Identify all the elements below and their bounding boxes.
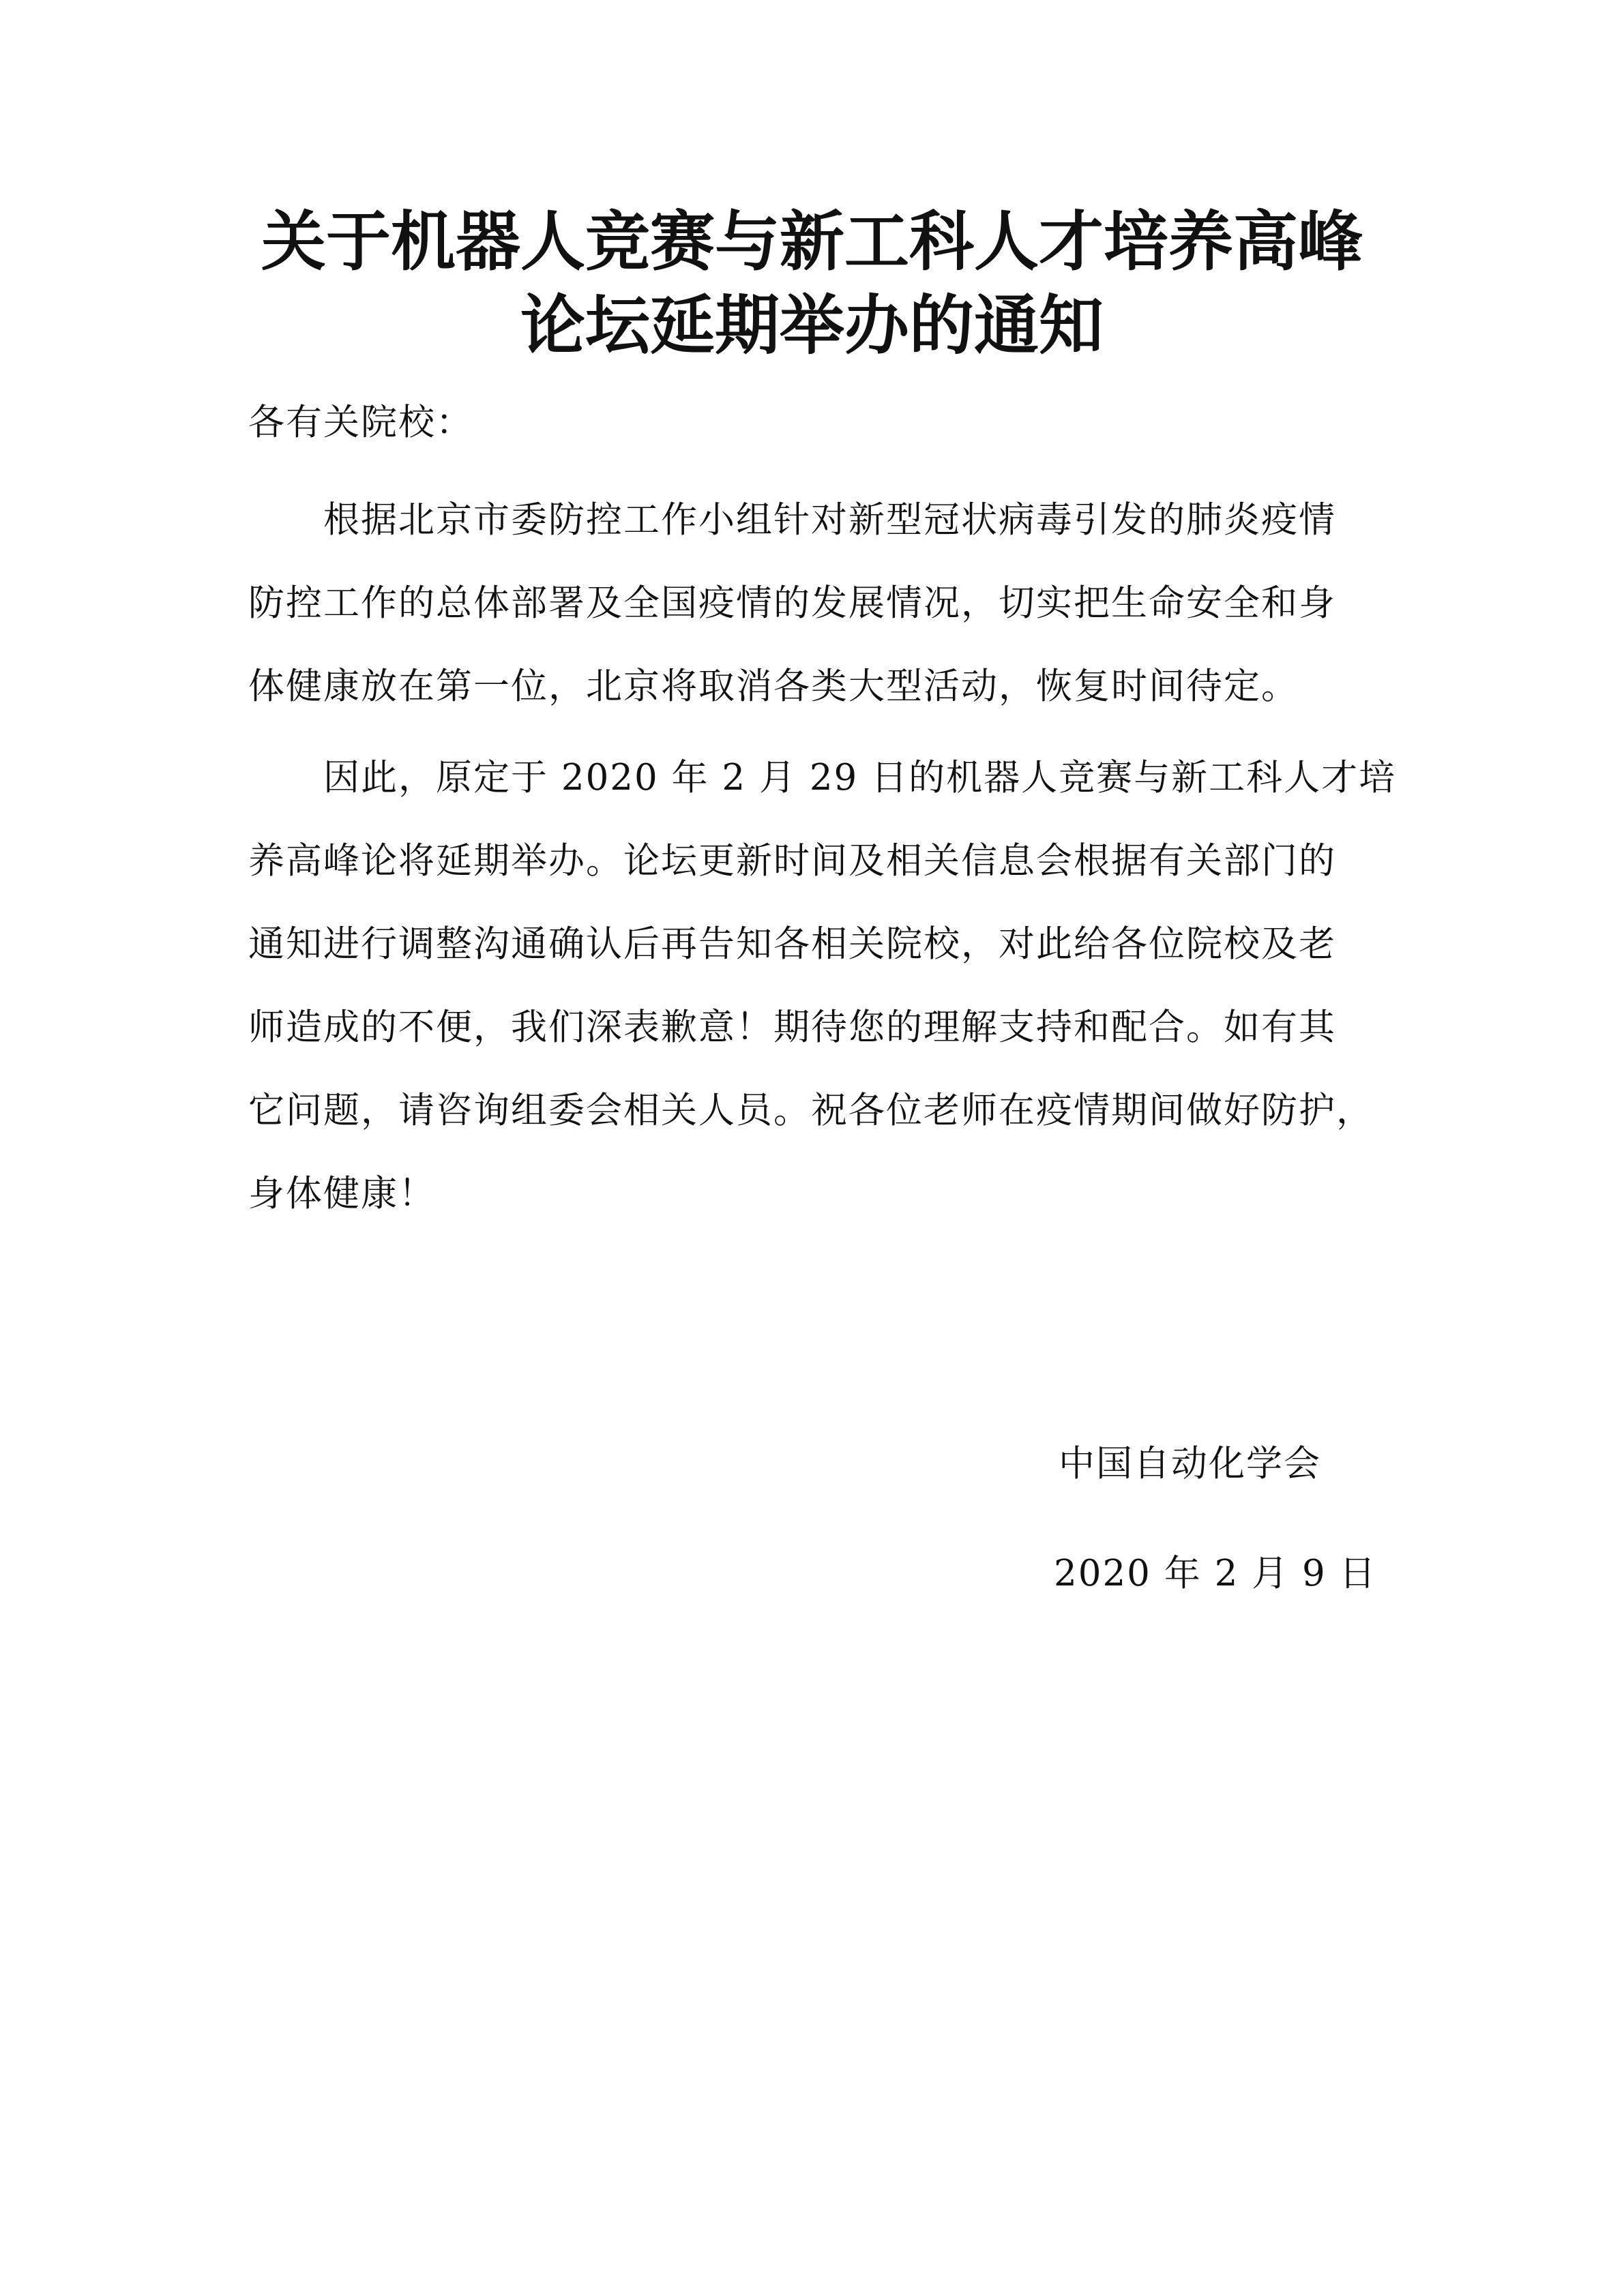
paragraph-line: 体健康放在第一位，北京将取消各类大型活动，恢复时间待定。 <box>248 666 1299 707</box>
paragraph-line: 师造成的不便，我们深表歉意！期待您的理解支持和配合。如有其 <box>248 1007 1336 1048</box>
paragraph-line: 它问题，请咨询组委会相关人员。祝各位老师在疫情期间做好防护， <box>248 1090 1374 1131</box>
paragraph-1 <box>248 479 1381 728</box>
paragraph-line: 身体健康！ <box>248 1173 436 1214</box>
paragraph-line: 养高峰论将延期举办。论坛更新时间及相关信息会根据有关部门的 <box>248 840 1336 882</box>
signature-date: 2020 年 2 月 9 日 <box>1054 1553 1377 1594</box>
document-title-line-2: 论坛延期举办的通知 <box>520 288 1104 363</box>
paragraph-line: 通知进行调整沟通确认后再告知各相关院校，对此给各位院校及老 <box>248 923 1336 965</box>
paragraph-line: 根据北京市委防控工作小组针对新型冠状病毒引发的肺炎疫情 <box>323 499 1336 541</box>
paragraph-line: 防控工作的总体部署及全国疫情的发展情况，切实把生命安全和身 <box>248 582 1336 624</box>
salutation: 各有关院校： <box>248 402 473 443</box>
paragraph-2 <box>248 736 1397 1236</box>
document-title-line-1: 关于机器人竞赛与新工科人才培养高峰 <box>261 204 1363 280</box>
signature-organization: 中国自动化学会 <box>1059 1443 1321 1485</box>
paragraph-line: 因此，原定于 2020 年 2 月 29 日的机器人竞赛与新工科人才培 <box>323 757 1397 799</box>
